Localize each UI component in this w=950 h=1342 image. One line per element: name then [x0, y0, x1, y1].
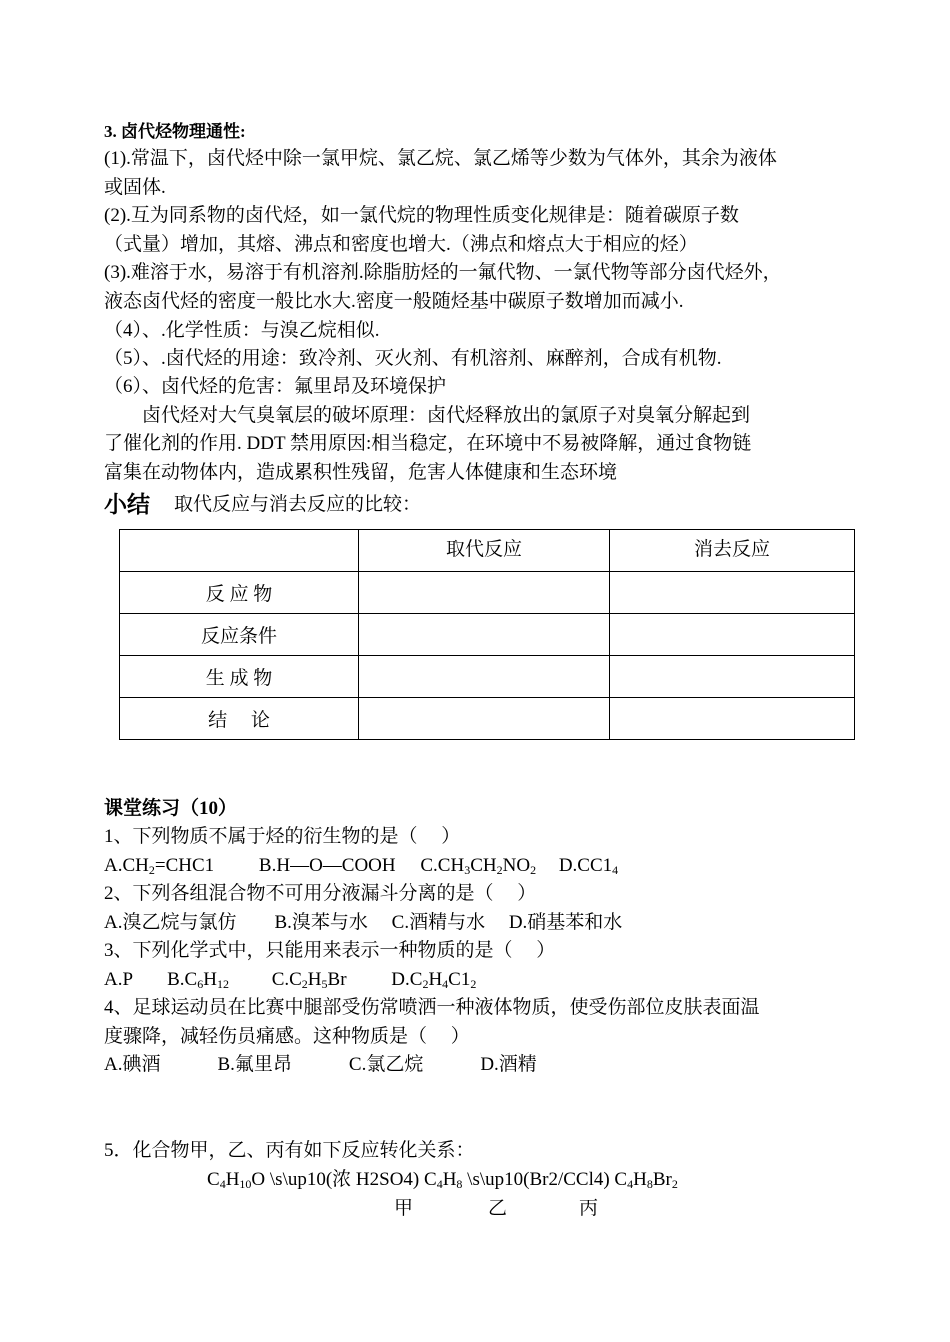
option-a: =CHC1 [154, 855, 215, 876]
question-4-options: A.碘酒 B.氟里昂 C.氯乙烷 D.酒精 [104, 1054, 537, 1075]
table-row [120, 572, 855, 614]
question-3-options [104, 966, 476, 994]
subscript: 4 [219, 1177, 226, 1191]
option-c: Br [327, 969, 347, 990]
table-row [120, 614, 855, 656]
subscript: 10 [239, 1177, 252, 1191]
table-header-row [120, 530, 855, 572]
subscript: 2 [530, 863, 537, 877]
subscript: 5 [321, 977, 328, 991]
table-row [120, 698, 855, 740]
table-row-label: 生 成 物 [120, 656, 359, 698]
reaction-equation [207, 1166, 678, 1194]
table-row-label: 反应条件 [120, 614, 359, 656]
exercise-heading: 课堂练习（10） [104, 798, 238, 819]
table-cell [359, 698, 610, 740]
subscript: 2 [148, 863, 155, 877]
question-2: 2、下列各组混合物不可用分液漏斗分离的是（ ） [104, 883, 537, 904]
subscript: 4 [442, 977, 449, 991]
option-a: A.P [104, 969, 133, 990]
paragraph-line: (2).互为同系物的卤代烃，如一氯代烷的物理性质变化规律是：随着碳原子数 [104, 205, 739, 226]
option-c: C.CH [420, 855, 465, 876]
compound-label-jia: 甲 [394, 1198, 414, 1219]
subscript: 3 [464, 863, 471, 877]
question-4: 度骤降，减轻伤员痛感。这种物质是（ ） [104, 1026, 470, 1047]
formula-part: H [633, 1169, 647, 1190]
subscript: 8 [456, 1177, 463, 1191]
option-d: C1 [448, 969, 471, 990]
question-1-options [104, 852, 618, 880]
paragraph-line: （6）、卤代烃的危害：氟里昂及环境保护 [104, 376, 447, 397]
compound-label-yi: 乙 [488, 1198, 508, 1219]
table-row-label: 结 论 [120, 698, 359, 740]
paragraph-line: 液态卤代烃的密度一般比水大.密度一般随烃基中碳原子数增加而减小. [104, 291, 684, 312]
paragraph-line: 卤代烃对大气臭氧层的破坏原理：卤代烃释放出的氯原子对臭氧分解起到 [104, 405, 751, 426]
comparison-table [119, 529, 855, 740]
subscript: 2 [301, 977, 308, 991]
subscript: 2 [671, 1177, 678, 1191]
option-b: B.C [167, 969, 198, 990]
option-d: D.CC1 [558, 855, 613, 876]
table-cell [610, 614, 855, 656]
paragraph-line: (1).常温下，卤代烃中除一氯甲烷、氯乙烷、氯乙烯等少数为气体外，其余为液体 [104, 148, 777, 169]
summary-subtitle: 取代反应与消去反应的比较： [174, 494, 422, 515]
paragraph-line: 富集在动物体内，造成累积性残留，危害人体健康和生态环境 [104, 462, 618, 483]
table-cell [359, 572, 610, 614]
subscript: 2 [470, 977, 477, 991]
option-c: C.C [271, 969, 302, 990]
compound-label-bing: 丙 [579, 1198, 599, 1219]
question-4: 4、足球运动员在比赛中腿部受伤常喷洒一种液体物质，使受伤部位皮肤表面温 [104, 997, 760, 1018]
table-cell [610, 572, 855, 614]
option-a: A.CH [104, 855, 149, 876]
table-cell [610, 656, 855, 698]
table-cell [359, 614, 610, 656]
question-3: 3、下列化学式中，只能用来表示一种物质的是（ ） [104, 940, 556, 961]
table-row-label: 反 应 物 [120, 572, 359, 614]
option-d: H [428, 969, 443, 990]
table-header-cell: 取代反应 [359, 530, 610, 572]
subscript: 2 [422, 977, 429, 991]
paragraph-line: （5）、.卤代烃的用途：致冷剂、灭火剂、有机溶剂、麻醉剂，合成有机物. [104, 348, 722, 369]
summary-title: 小结 [104, 492, 150, 518]
subscript: 2 [496, 863, 503, 877]
section-heading: 3. 卤代烃物理通性: [104, 122, 246, 141]
paragraph-line: 或固体. [104, 177, 166, 198]
paragraph-line: 了催化剂的作用. DDT 禁用原因:相当稳定，在环境中不易被降解，通过食物链 [104, 433, 752, 454]
table-header-cell: 消去反应 [610, 530, 855, 572]
formula-part: \s\up10(Br2/CCl4) C [462, 1169, 628, 1190]
subscript: 4 [612, 863, 619, 877]
table-row [120, 656, 855, 698]
paragraph-line: (3).难溶于水，易溶于有机溶剂.除脂肪烃的一氟代物、一氯代物等部分卤代烃外， [104, 262, 782, 283]
subscript: 8 [646, 1177, 653, 1191]
option-c: NO [502, 855, 531, 876]
question-5: 5．化合物甲，乙、丙有如下反应转化关系： [104, 1140, 475, 1161]
subscript: 6 [197, 977, 204, 991]
formula-part: H [225, 1169, 240, 1190]
question-2-options: A.溴乙烷与氯仿 B.溴苯与水 C.酒精与水 D.硝基苯和水 [104, 912, 623, 933]
table-cell [359, 656, 610, 698]
table-header-cell [120, 530, 359, 572]
option-b: H [203, 969, 217, 990]
option-b: B.H—O—COOH [258, 855, 396, 876]
formula-part: C [207, 1169, 220, 1190]
formula-part: O \s\up10(浓 H2SO4) C [251, 1169, 437, 1190]
table-cell [610, 698, 855, 740]
option-c: CH [470, 855, 497, 876]
subscript: 12 [216, 977, 229, 991]
formula-part: H [442, 1169, 457, 1190]
question-1: 1、下列物质不属于烃的衍生物的是（ ） [104, 826, 461, 847]
option-d: D.C [391, 969, 423, 990]
option-c: H [307, 969, 322, 990]
subscript: 4 [627, 1177, 634, 1191]
subscript: 4 [436, 1177, 443, 1191]
formula-part: Br [652, 1169, 672, 1190]
paragraph-line: （式量）增加，其熔、沸点和密度也增大.（沸点和熔点大于相应的烃） [104, 234, 698, 255]
paragraph-line: （4）、.化学性质：与溴乙烷相似. [104, 320, 380, 341]
